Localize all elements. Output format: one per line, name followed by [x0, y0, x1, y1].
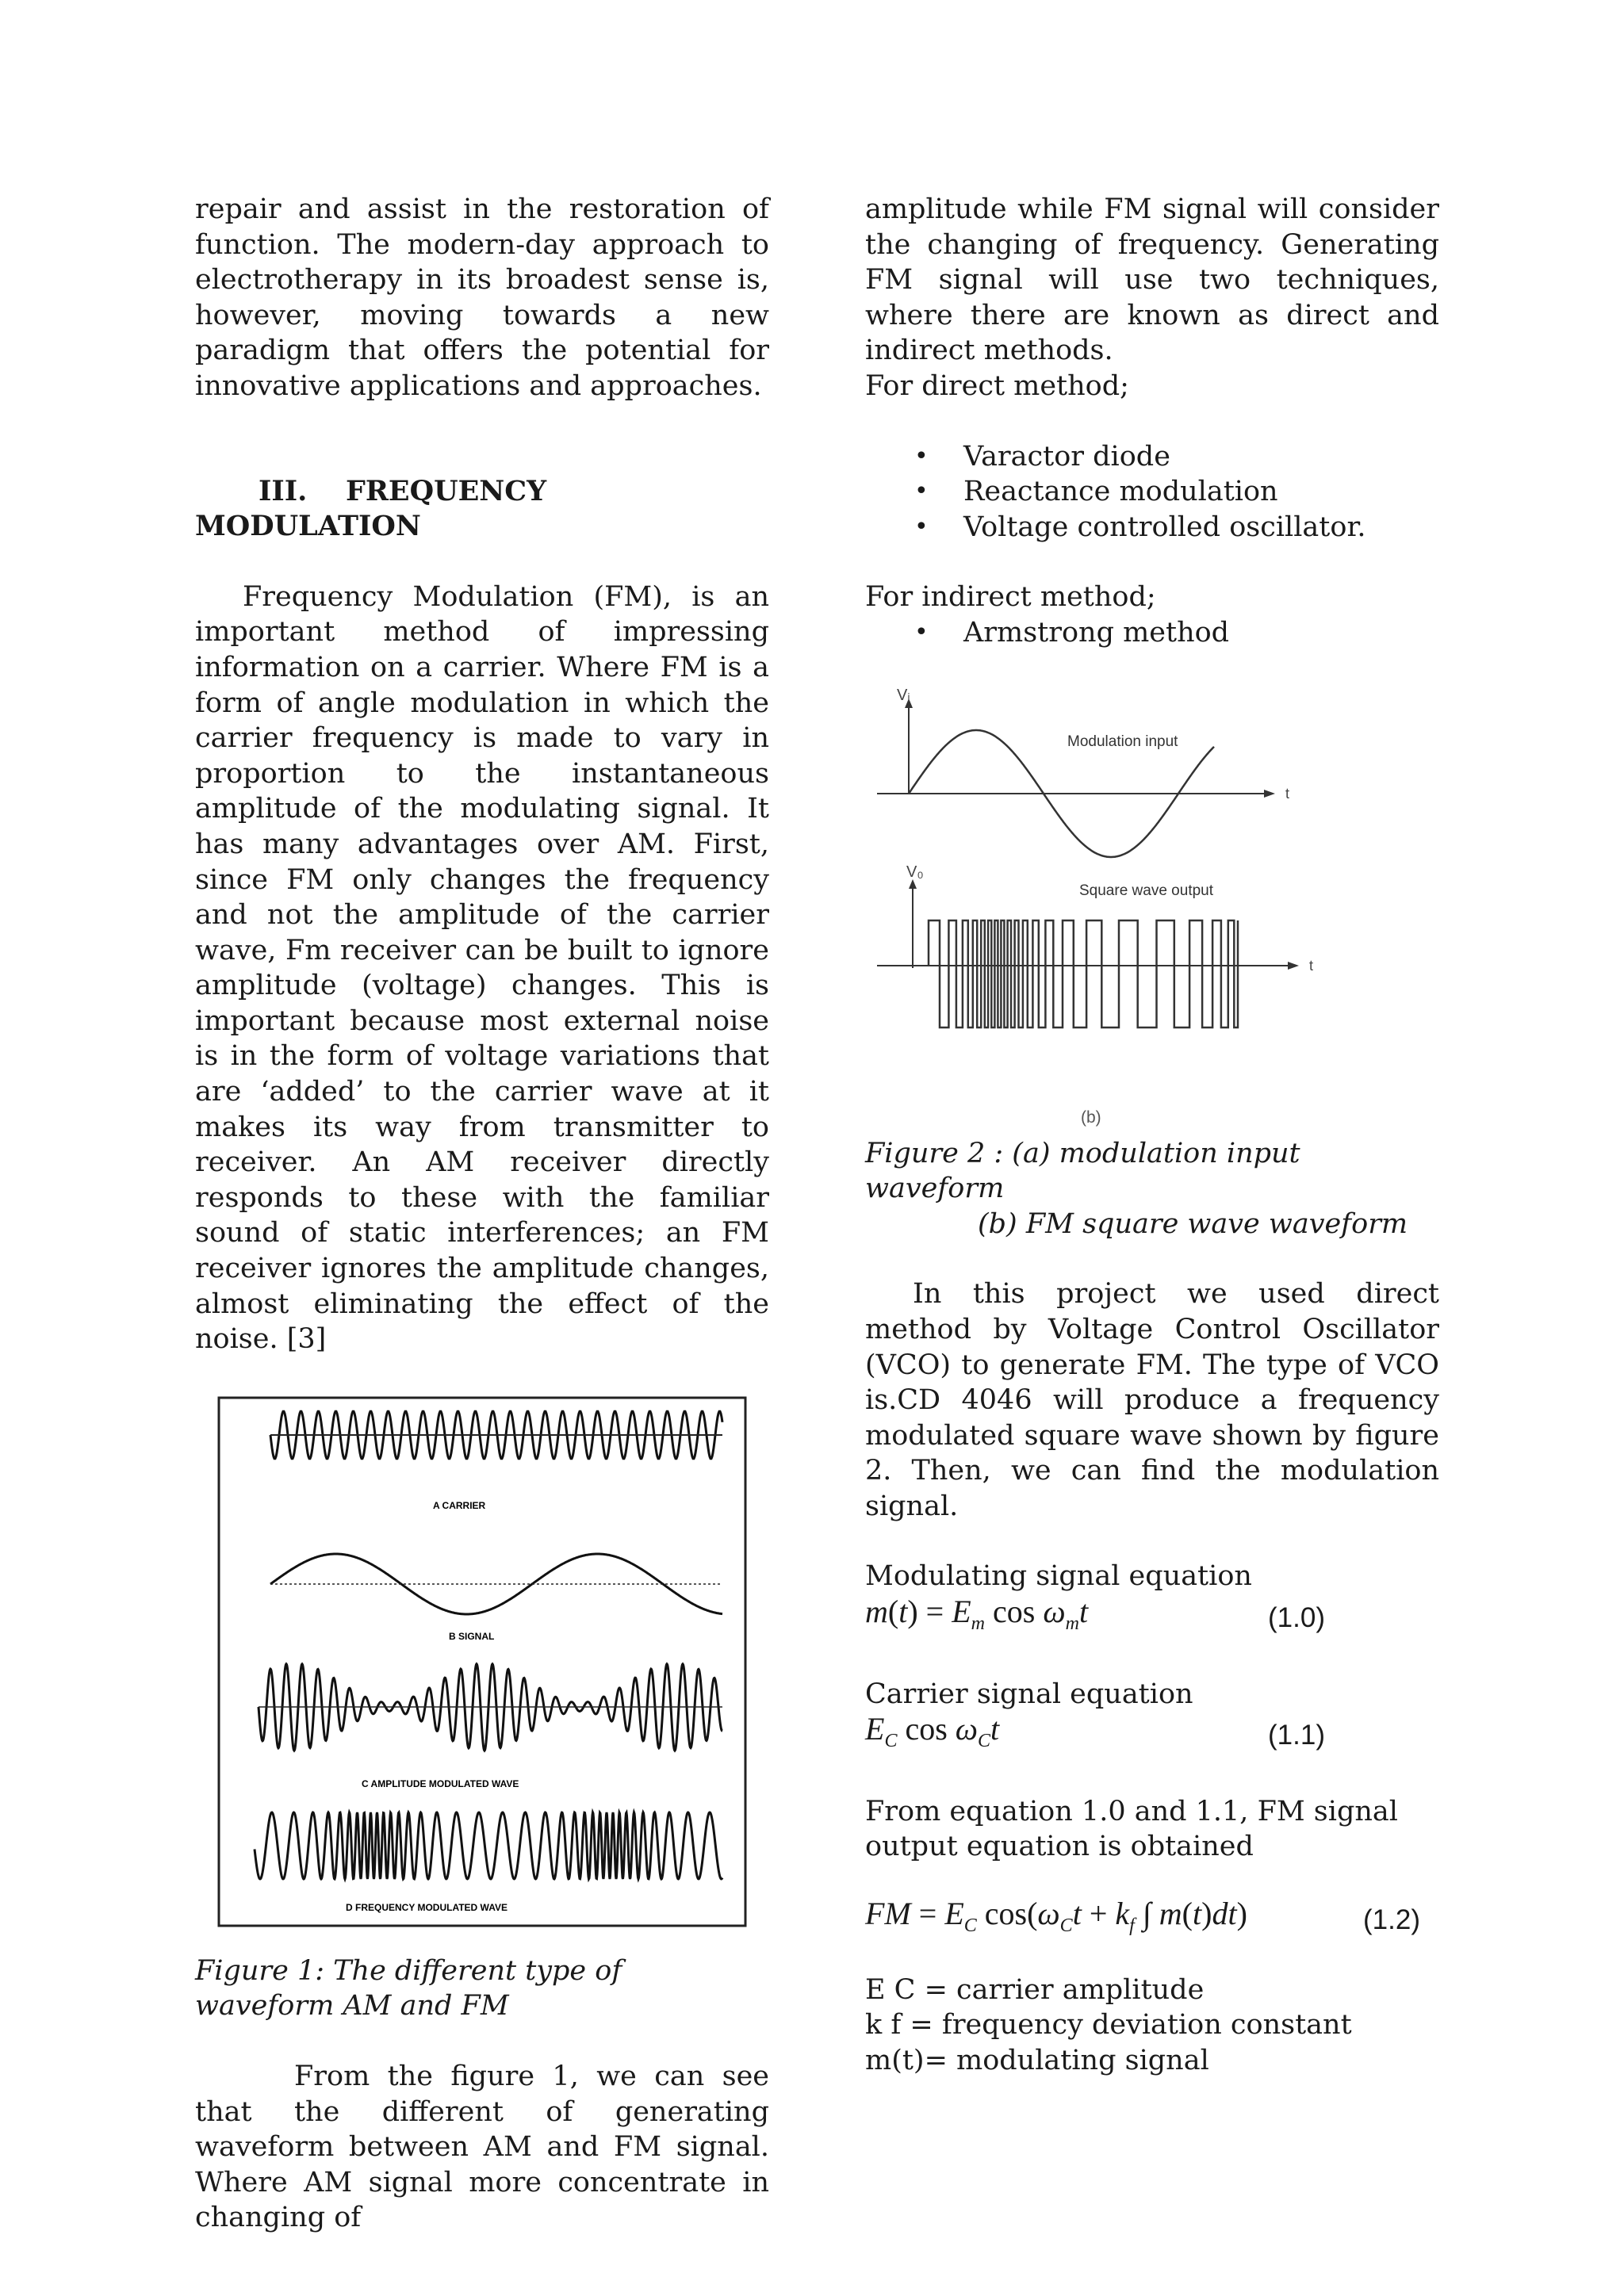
fm-paragraph: Frequency Modulation (FM), is an important method of impressing information on a carrier. Where FM is a form of angle modulation in which the carrier frequency is made to vary in proportion to the instantaneous amplitude of the modulating signal. It has many advantages over AM. First, since FM only changes the frequency and not the amplitude of the carrier wave, Fm receiver can be built to ignore amplitude (voltage) changes. This is important because most external noise is in the form of voltage variations that are ‘added’ to the carrier wave at it makes its way from transmitter to receiver. An AM receiver directly responds to these with the familiar sound of static interferences; an FM receiver ignores the amplitude changes, almost eliminating the effect of the noise. [3] [195, 580, 769, 1356]
list-item: • Reactance modulation [914, 474, 1439, 510]
equation-1-0 [865, 1594, 1325, 1642]
figure2-bottom-label: Square wave output [1079, 882, 1214, 899]
figure2-bottom-axis-x: t [1309, 957, 1314, 974]
continuation-paragraph: amplitude while FM signal will consider the changing of frequency. Generating FM signal will use two techniques, where there are known as direct and indirect methods. [865, 193, 1439, 367]
equation-1-2 [865, 1896, 1420, 1944]
section-title: FREQUENCY MODULATION [195, 474, 547, 543]
section-number: III. [259, 474, 308, 507]
eq2-expression: $E_C$ $\cos \omega_Ct$ [865, 1711, 1000, 1752]
definition-modulating-signal: m(t)= modulating signal [865, 2044, 1209, 2076]
figure2-bottom-axis-y: V₀ [906, 863, 924, 881]
list-item: • Varactor diode [914, 439, 1439, 475]
equation-1-1 [865, 1712, 1325, 1759]
figure2-caption-line1: Figure 2 : (a) modulation input waveform [865, 1137, 1300, 1205]
eq3-number: (1.2) [1363, 1904, 1420, 1935]
eq3-expression: FM = $E_C$ $\cos(\omega_Ct + k_f$ ∫ m(t)dt) [865, 1896, 1247, 1937]
direct-method-label: For direct method; [865, 369, 1129, 402]
definition-frequency-deviation: k f = frequency deviation constant [865, 2009, 1352, 2042]
direct-method-list [865, 439, 1439, 545]
from-figure-paragraph: From the figure 1, we can see that the different of generating waveform between AM and FM signal. Where AM signal more concentrate in changing of [195, 2061, 769, 2234]
figure1-label-a: A CARRIER [433, 1499, 486, 1511]
list-item: • Armstrong method [914, 615, 1439, 651]
figure2-top-axis-x: t [1285, 785, 1290, 802]
eq1-label: Modulating signal equation [865, 1560, 1252, 1593]
left-column [195, 192, 769, 2236]
figure2-top-label: Modulation input [1067, 733, 1178, 750]
eq2-number: (1.1) [1268, 1719, 1325, 1751]
indirect-method-label: For indirect method; [865, 581, 1156, 614]
list-item: • Voltage controlled oscillator. [914, 510, 1439, 545]
square-wave-output [929, 920, 1238, 1027]
figure-2-fm-square-wave [865, 683, 1439, 1127]
project-paragraph: In this project we used direct method by Voltage Control Oscillator (VCO) to generate FM. The type of VCO is.CD 4046 will produce a frequency modulated square wave shown by figure 2. Then, we can find the modulation signal. [865, 1278, 1439, 1522]
intro-paragraph: repair and assist in the restoration of function. The modern-day approach to electrotherapy in its broadest sense is, however, moving towards a new paradigm that offers the potential for innovative applications and approaches. [195, 193, 769, 402]
figure1-label-d: D FREQUENCY MODULATED WAVE [346, 1901, 508, 1913]
indirect-method-list [865, 615, 1439, 651]
eq2-label: Carrier signal equation [865, 1678, 1193, 1710]
eq1-expression: $m(t) = E_m$ $\cos \omega_mt$ [865, 1594, 1089, 1635]
figure1-caption: Figure 1: The different type of waveform AM and FM [195, 1954, 622, 2022]
figure1-label-b: B SIGNAL [449, 1630, 495, 1642]
figure2-caption-line2: (b) FM square wave waveform [978, 1207, 1408, 1240]
figure-1-waveforms [195, 1394, 769, 1933]
right-column [865, 192, 1439, 2078]
figure2-panel-b-label: (b) [1081, 1108, 1101, 1127]
figure1-label-c: C AMPLITUDE MODULATED WAVE [362, 1777, 519, 1789]
figure2-top-axis-y: Vᵢ [897, 686, 910, 704]
section-heading [195, 474, 769, 545]
eq3-intro: From equation 1.0 and 1.1, FM signal output equation is obtained [865, 1795, 1398, 1863]
definition-carrier-amplitude: E C = carrier amplitude [865, 1973, 1205, 2006]
eq1-number: (1.0) [1268, 1601, 1325, 1633]
